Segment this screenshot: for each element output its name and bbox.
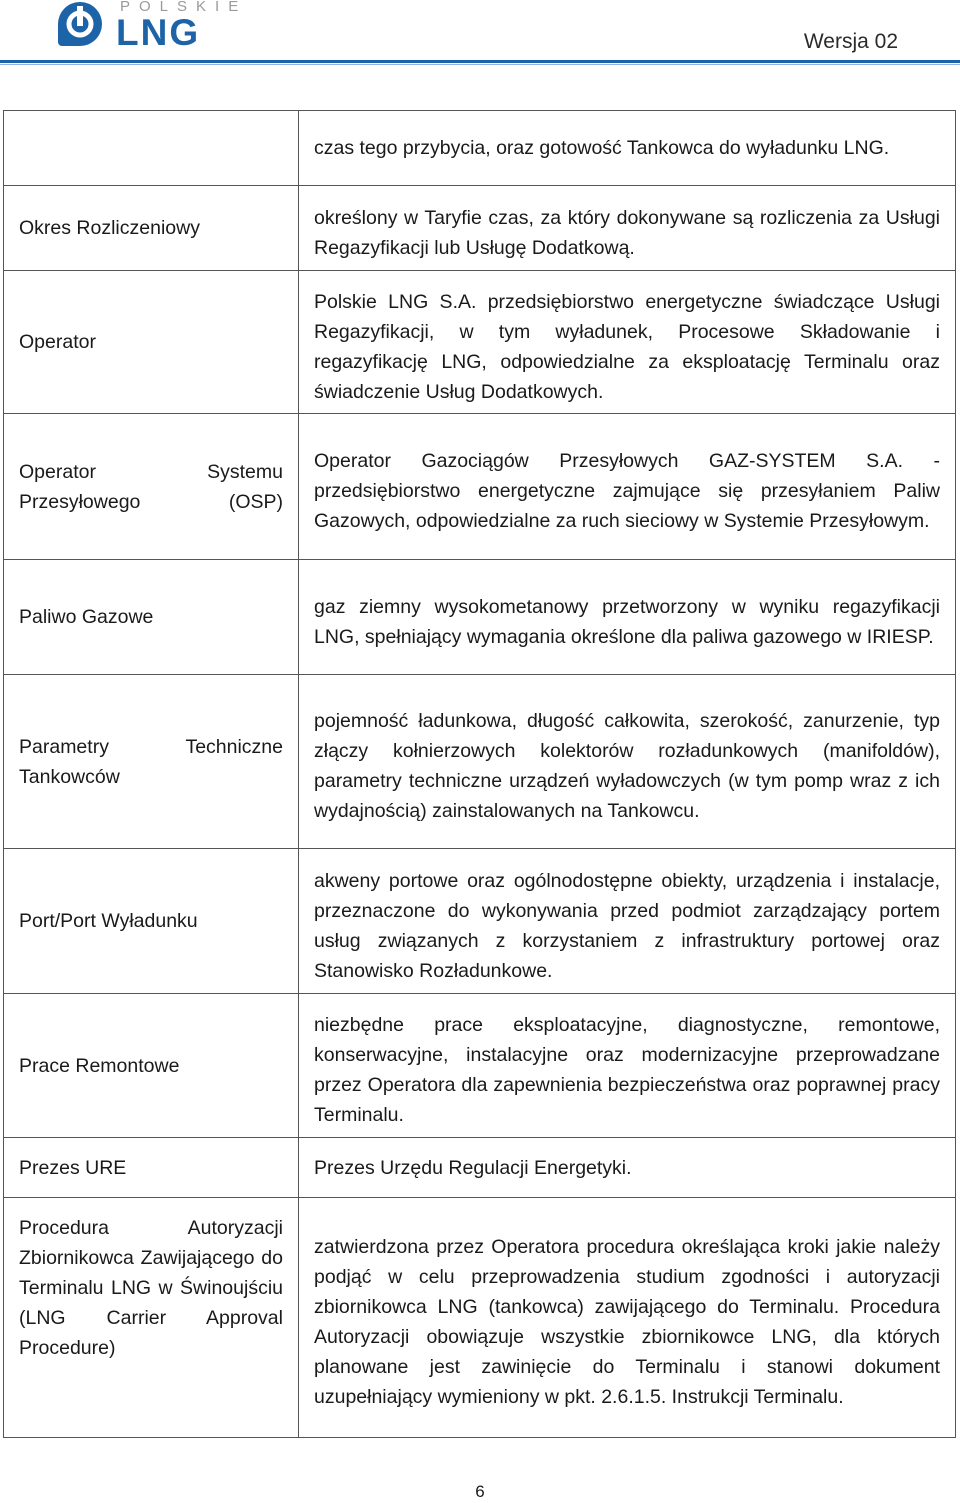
table-row [4,271,956,414]
term-cell: Parametry Techniczne Tankowców [4,675,299,849]
definition-cell: Polskie LNG S.A. przedsiębiorstwo energetyczne świadczące Usługi Regazyfikacji, w tym wyładunek, Procesowe Składowanie i regazyfikację LNG, odpowiedzialne za eksploatację Terminalu oraz świadczenie Usług Dodatkowych. [299,271,956,414]
term-cell: Okres Rozliczeniowy [4,186,299,271]
table-row [4,849,956,994]
term-cell: Port/Port Wyładunku [4,849,299,994]
table-row [4,1198,956,1438]
table-row [4,994,956,1138]
definition-cell: akweny portowe oraz ogólnodostępne obiekty, urządzenia i instalacje, przeznaczone do wykonywania przed podmiot zarządzający portem usług związanych z korzystaniem z infrastruktury portowej oraz Stanowisko Rozładunkowe. [299,849,956,994]
polskie-lng-logo [58,2,248,54]
table-row [4,560,956,675]
table-row [4,414,956,560]
term-cell [4,111,299,186]
header-divider-thin [0,64,960,65]
table-row [4,1138,956,1198]
document-version: Wersja 02 [803,30,898,53]
table-row [4,675,956,849]
term-cell: Procedura Autoryzacji Zbiornikowca Zawijającego do Terminalu LNG w Świnoujściu (LNG Carrier Approval Procedure) [4,1198,299,1438]
definition-cell: Prezes Urzędu Regulacji Energetyki. [299,1138,956,1198]
definition-cell: czas tego przybycia, oraz gotowość Tankowca do wyładunku LNG. [299,111,956,186]
lng-flame-icon [58,2,102,46]
page-number: 6 [475,1482,485,1501]
table-row [4,111,956,186]
term-cell: Paliwo Gazowe [4,560,299,675]
term-cell: Prace Remontowe [4,994,299,1138]
logo-wordmark-top: POLSKIE [120,0,248,15]
term-cell: Operator [4,271,299,414]
definitions-table [3,110,956,1438]
term-cell: Prezes URE [4,1138,299,1198]
table-row [4,186,956,271]
header-divider [0,60,960,63]
definition-cell: Operator Gazociągów Przesyłowych GAZ-SYSTEM S.A. - przedsiębiorstwo energetyczne zajmujące się przesyłaniem Paliw Gazowych, odpowiedzialne za ruch sieciowy w Systemie Przesyłowym. [299,414,956,560]
definition-cell: gaz ziemny wysokometanowy przetworzony w wyniku regazyfikacji LNG, spełniający wymagania określone dla paliwa gazowego w IRIESP. [299,560,956,675]
definition-cell: niezbędne prace eksploatacyjne, diagnostyczne, remontowe, konserwacyjne, instalacyjne oraz modernizacyjne przeprowadzane przez Operatora dla zapewnienia bezpieczeństwa oraz poprawnej pracy Terminalu. [299,994,956,1138]
definition-cell: określony w Taryfie czas, za który dokonywane są rozliczenia za Usługi Regazyfikacji lub Usługę Dodatkową. [299,186,956,271]
page-header [0,0,960,90]
logo-wordmark-main: LNG [116,12,201,53]
definition-cell: zatwierdzona przez Operatora procedura określająca kroki jakie należy podjąć w celu przeprowadzenia studium zgodności i autoryzacji zbiornikowca LNG (tankowca) zawijającego do Terminalu. Procedura Autoryzacji obowiązuje wszystkie zbiornikowce LNG, dla których planowane jest zawinięcie do Terminalu i stanowi dokument uzupełniający wymieniony w pkt. 2.6.1.5. Instrukcji Terminalu. [299,1198,956,1438]
definition-cell: pojemność ładunkowa, długość całkowita, szerokość, zanurzenie, typ złączy kołnierzowych kolektorów rozładunkowych (manifoldów), parametry techniczne urządzeń wyładowczych (w tym pomp wraz z ich wydajnością) zainstalowanych na Tankowcu. [299,675,956,849]
term-cell: Operator Systemu Przesyłowego (OSP) [4,414,299,560]
